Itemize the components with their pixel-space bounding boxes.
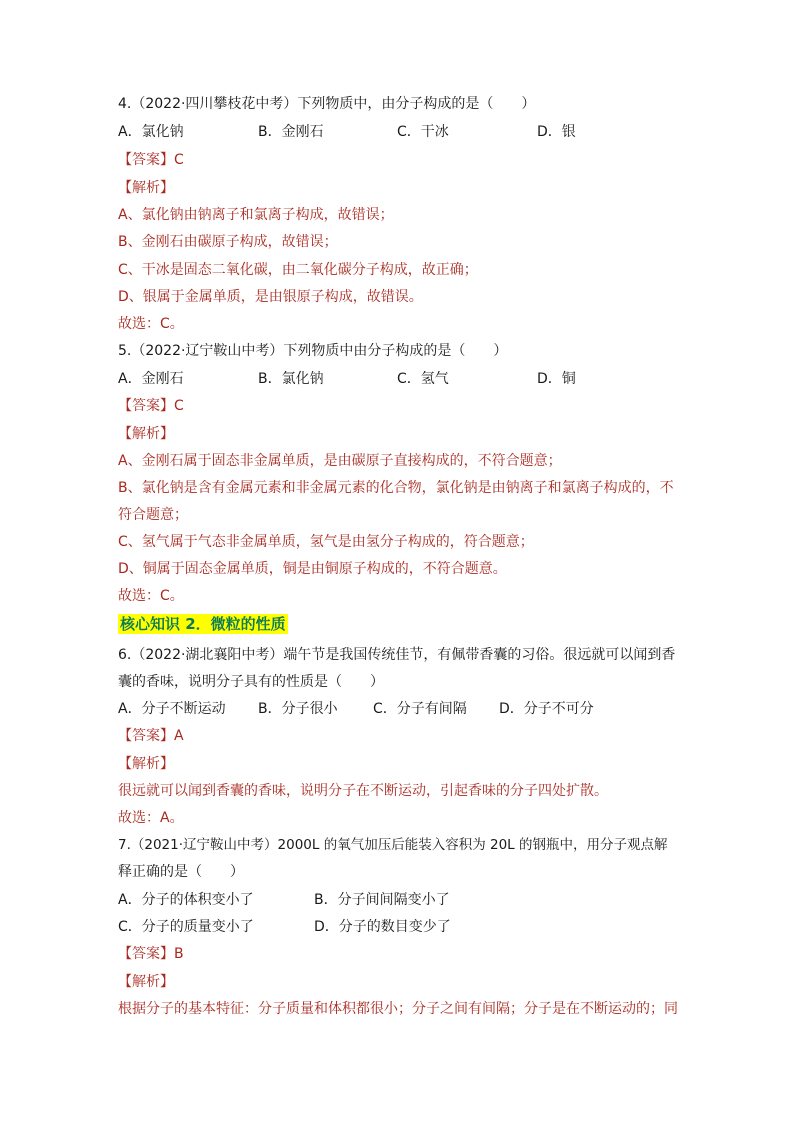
q5-conclusion: 故选：C。 bbox=[118, 588, 184, 604]
q7-option-c: C．分子的质量变小了 bbox=[118, 919, 254, 935]
q5-analysis-label: 【解析】 bbox=[118, 426, 174, 442]
section-heading: 核心知识 2．微粒的性质 bbox=[120, 615, 286, 633]
q5-analysis-line: 符合题意； bbox=[118, 507, 188, 523]
q6-conclusion: 故选：A。 bbox=[118, 810, 184, 826]
q6-option-d: D．分子不可分 bbox=[499, 701, 594, 717]
q5-analysis-line: A、金刚石属于固态非金属单质，是由碳原子直接构成的，不符合题意； bbox=[118, 453, 562, 469]
q5-option-d: D．铜 bbox=[537, 371, 576, 387]
question-7-stem-line: 释正确的是（ ） bbox=[118, 864, 244, 880]
q4-option-b: B．金刚石 bbox=[258, 124, 324, 140]
question-4-stem: 4.（2022·四川攀枝花中考）下列物质中，由分子构成的是（ ） bbox=[118, 96, 536, 112]
q6-answer: 【答案】A bbox=[118, 728, 184, 744]
question-7-stem-line: 7.（2021·辽宁鞍山中考）2000L 的氧气加压后能装入容积为 20L 的钢瓶中，用分子观点解 bbox=[118, 837, 668, 853]
q4-option-a: A．氯化钠 bbox=[118, 124, 184, 140]
q7-analysis-label: 【解析】 bbox=[118, 974, 174, 990]
q4-answer: 【答案】C bbox=[118, 152, 184, 168]
q6-analysis-label: 【解析】 bbox=[118, 756, 174, 772]
question-6-stem-line: 囊的香味，说明分子具有的性质是（ ） bbox=[118, 674, 384, 690]
q5-option-c: C．氢气 bbox=[397, 371, 449, 387]
q6-option-c: C．分子有间隔 bbox=[373, 701, 467, 717]
q6-option-b: B．分子很小 bbox=[258, 701, 338, 717]
q7-answer: 【答案】B bbox=[118, 946, 184, 962]
q7-analysis-line: 根据分子的基本特征：分子质量和体积都很小；分子之间有间隔；分子是在不断运动的；同 bbox=[118, 1001, 678, 1017]
q4-analysis-line: A、氯化钠由钠离子和氯离子构成，故错误； bbox=[118, 207, 394, 223]
q5-option-a: A．金刚石 bbox=[118, 371, 184, 387]
q6-analysis-line: 很远就可以闻到香囊的香味，说明分子在不断运动，引起香味的分子四处扩散。 bbox=[118, 783, 608, 799]
q4-conclusion: 故选：C。 bbox=[118, 316, 184, 332]
question-5-stem: 5.（2022·辽宁鞍山中考）下列物质中由分子构成的是（ ） bbox=[118, 343, 508, 359]
question-6-stem-line: 6.（2022·湖北襄阳中考）端午节是我国传统佳节，有佩带香囊的习俗。很远就可以闻到香 bbox=[118, 647, 676, 663]
q7-option-b: B．分子间间隔变小了 bbox=[314, 892, 450, 908]
q5-analysis-line: D、铜属于固态金属单质，铜是由铜原子构成的，不符合题意。 bbox=[118, 561, 507, 577]
q5-analysis-line: B、氯化钠是含有金属元素和非金属元素的化合物，氯化钠是由钠离子和氯离子构成的，不 bbox=[118, 480, 674, 496]
q5-analysis-line: C、氢气属于气态非金属单质，氢气是由氢分子构成的，符合题意； bbox=[118, 534, 534, 550]
q4-analysis-label: 【解析】 bbox=[118, 180, 174, 196]
q4-analysis-line: C、干冰是固态二氧化碳，由二氧化碳分子构成，故正确； bbox=[118, 262, 478, 278]
q4-analysis-line: B、金刚石由碳原子构成，故错误； bbox=[118, 234, 338, 250]
q5-option-b: B．氯化钠 bbox=[258, 371, 324, 387]
q7-option-d: D．分子的数目变少了 bbox=[314, 919, 451, 935]
q7-option-a: A．分子的体积变小了 bbox=[118, 892, 254, 908]
q4-option-d: D．银 bbox=[537, 124, 576, 140]
q5-answer: 【答案】C bbox=[118, 398, 184, 414]
q6-option-a: A．分子不断运动 bbox=[118, 701, 226, 717]
q4-option-c: C．干冰 bbox=[397, 124, 449, 140]
q4-analysis-line: D、银属于金属单质，是由银原子构成，故错误。 bbox=[118, 289, 423, 305]
